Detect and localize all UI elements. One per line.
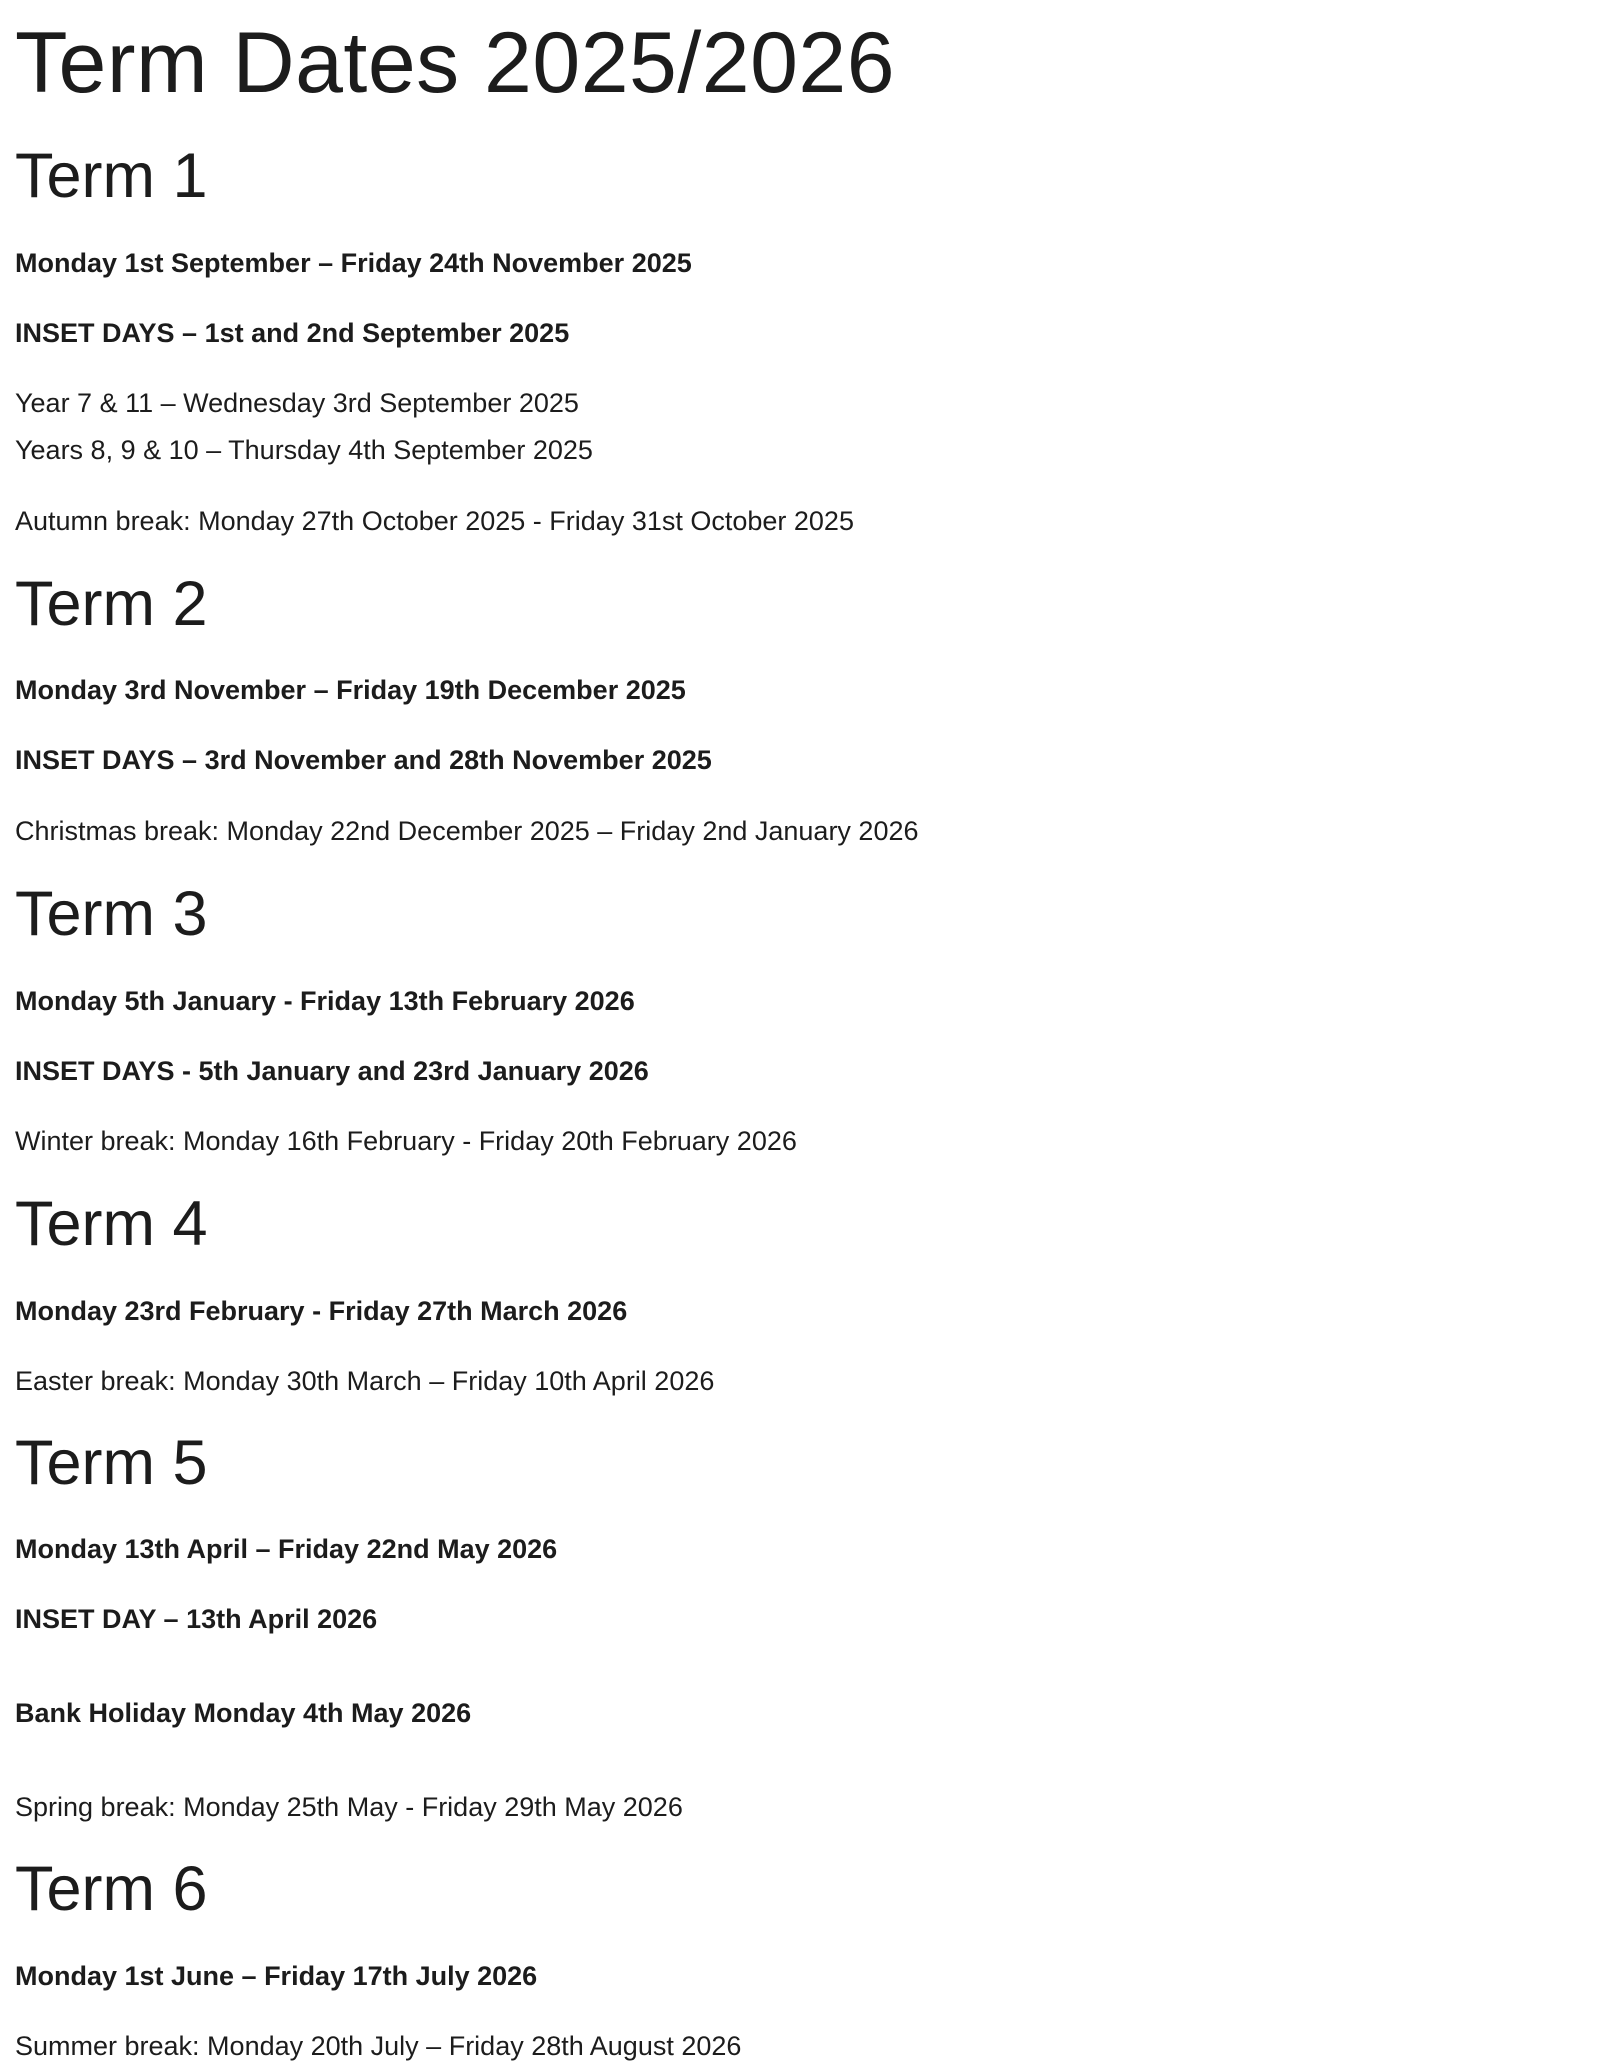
term-5-break: Spring break: Monday 25th May - Friday 29th May 2026 [15, 1792, 683, 1822]
term-5-dates: Monday 13th April – Friday 22nd May 2026 [15, 1534, 558, 1564]
term-2-break: Christmas break: Monday 22nd December 2025 – Friday 2nd January 2026 [15, 816, 919, 846]
term-6-dates: Monday 1st June – Friday 17th July 2026 [15, 1961, 538, 1991]
term-5-bank-holiday: Bank Holiday Monday 4th May 2026 [15, 1698, 472, 1728]
term-4-break: Easter break: Monday 30th March – Friday 10th April 2026 [15, 1366, 715, 1396]
term-5-heading: Term 5 [15, 1428, 208, 1498]
term-1-break: Autumn break: Monday 27th October 2025 - Friday 31st October 2025 [15, 506, 854, 536]
term-3-break: Winter break: Monday 16th February - Friday 20th February 2026 [15, 1126, 797, 1156]
term-1-start-year-7-11: Year 7 & 11 – Wednesday 3rd September 2025 [15, 388, 579, 418]
term-1-heading: Term 1 [15, 141, 208, 211]
term-2-heading: Term 2 [15, 569, 208, 639]
term-2-dates: Monday 3rd November – Friday 19th December 2025 [15, 675, 686, 705]
page-title: Term Dates 2025/2026 [15, 15, 896, 111]
term-1-inset-days: INSET DAYS – 1st and 2nd September 2025 [15, 318, 570, 348]
term-1-dates: Monday 1st September – Friday 24th November 2025 [15, 248, 692, 278]
term-3-heading: Term 3 [15, 879, 208, 949]
term-5-inset-day: INSET DAY – 13th April 2026 [15, 1604, 378, 1634]
term-3-inset-days: INSET DAYS - 5th January and 23rd January 2026 [15, 1056, 649, 1086]
term-1-start-years-8-9-10: Years 8, 9 & 10 – Thursday 4th September 2025 [15, 435, 593, 465]
term-2-inset-days: INSET DAYS – 3rd November and 28th November 2025 [15, 745, 712, 775]
term-4-dates: Monday 23rd February - Friday 27th March 2026 [15, 1296, 628, 1326]
term-4-heading: Term 4 [15, 1189, 208, 1259]
term-6-break: Summer break: Monday 20th July – Friday 28th August 2026 [15, 2031, 742, 2061]
term-6-heading: Term 6 [15, 1854, 208, 1924]
term-3-dates: Monday 5th January - Friday 13th February 2026 [15, 986, 635, 1016]
